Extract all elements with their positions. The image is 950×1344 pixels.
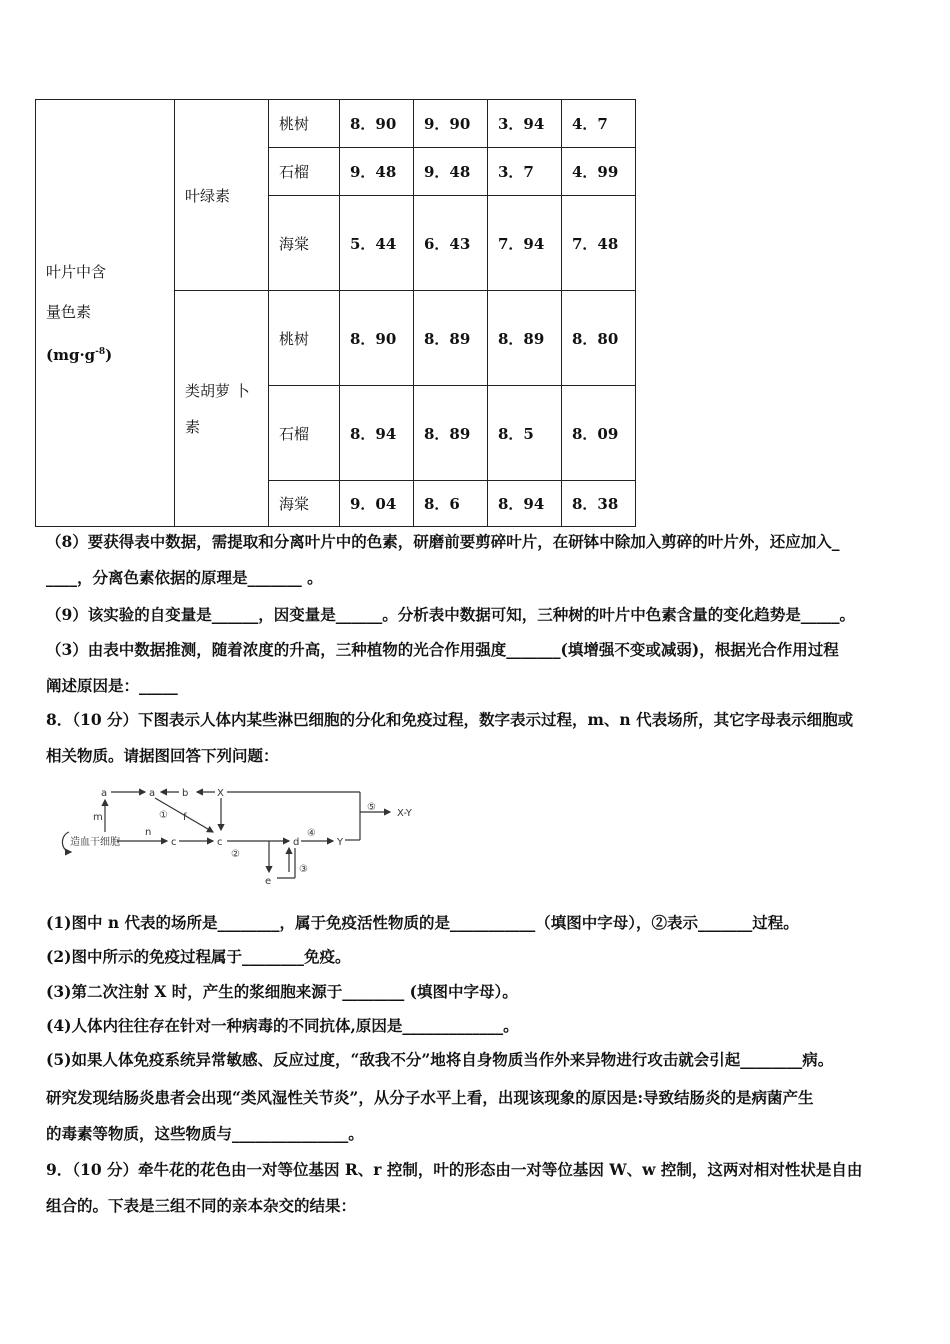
value-cell: 4．99 (562, 148, 636, 196)
row-header-cell (36, 100, 175, 527)
value-cell: 9．48 (340, 148, 414, 196)
plant-cell: 海棠 (269, 481, 340, 527)
diagram-label-d: d (293, 837, 300, 848)
question-3-line2: 阐述原因是：_____ (46, 676, 178, 695)
row-header-line3: $(mg\cdot g^{-8})$ (46, 345, 113, 364)
value-cell: 8．89 (414, 386, 488, 481)
plant-cell: 桃树 (269, 291, 340, 386)
diagram-label-m: m (93, 812, 103, 823)
diagram-label-f: f (183, 812, 187, 823)
row-header-line2: 量色素 (46, 302, 92, 321)
group-carotenoid (175, 291, 269, 527)
group-carotenoid-line2: 素 (185, 417, 201, 436)
question-8a-line1: （8）要获得表中数据，需提取和分离叶片中的色素，研磨前要剪碎叶片，在研钵中除加入剪碎的叶片外，还应加入_ (46, 532, 840, 551)
diagram-label-2: ② (231, 849, 240, 860)
value-cell: 8．38 (562, 481, 636, 527)
question-8a-line2: ____，分离色素依据的原理是_______ 。 (46, 568, 323, 587)
diagram-label-x: X (217, 788, 224, 799)
group-chlorophyll: 叶绿素 (175, 100, 269, 291)
sub-question-5c: 的毒素等物质，这些物质与_______________。 (46, 1124, 364, 1143)
group-carotenoid-line1: 类胡萝 卜 (185, 381, 250, 400)
sub-question-4: (4)人体内往往存在针对一种病毒的不同抗体,原因是_____________。 (46, 1016, 519, 1035)
value-cell: 8．94 (340, 386, 414, 481)
diagram-label-c1: c (171, 837, 177, 848)
value-cell: 8．90 (340, 100, 414, 148)
value-cell: 7．48 (562, 196, 636, 291)
diagram-label-c2: c (217, 837, 223, 848)
question-3-line1: （3）由表中数据推测，随着浓度的升高，三种植物的光合作用强度_______(填增强不变或减弱)，根据光合作用过程 (46, 640, 839, 659)
value-cell: 9．90 (414, 100, 488, 148)
immune-process-diagram (55, 780, 435, 890)
value-cell: 5．44 (340, 196, 414, 291)
question-8-line2: 相关物质。请据图回答下列问题： (46, 746, 279, 765)
value-cell: 6．43 (414, 196, 488, 291)
diagram-stem-cell: 造血干细胞 (70, 837, 120, 848)
value-cell: 4．7 (562, 100, 636, 148)
sub-question-5a: (5)如果人体免疫系统异常敏感、反应过度，“敌我不分”地将自身物质当作外来异物进行攻击就会引起________病。 (46, 1050, 834, 1069)
question-9b-line2: 组合的。下表是三组不同的亲本杂交的结果： (46, 1196, 357, 1215)
sub-question-5b: 研究发现结肠炎患者会出现“类风湿性关节炎”，从分子水平上看，出现该现象的原因是:导致结肠炎的是病菌产生 (46, 1088, 814, 1107)
value-cell: 8．90 (340, 291, 414, 386)
sub-question-1: (1)图中 n 代表的场所是________，属于免疫活性物质的是___________（填图中字母），②表示_______过程。 (46, 913, 799, 932)
value-cell: 8．5 (488, 386, 562, 481)
diagram-label-y: Y (337, 837, 344, 848)
diagram-label-b: b (182, 788, 189, 799)
pigment-table (35, 99, 636, 527)
value-cell: 7．94 (488, 196, 562, 291)
diagram-label-xy: X-Y (397, 808, 412, 819)
diagram-label-a2: a (149, 788, 156, 799)
value-cell: 9．48 (414, 148, 488, 196)
diagram-label-4: ④ (307, 828, 316, 839)
value-cell: 3．7 (488, 148, 562, 196)
diagram-label-n: n (145, 827, 152, 838)
value-cell: 9．04 (340, 481, 414, 527)
diagram-label-e: e (265, 876, 272, 887)
value-cell: 8．94 (488, 481, 562, 527)
diagram-label-3: ③ (299, 864, 308, 875)
sub-question-3: (3)第二次注射 X 时，产生的浆细胞来源于________ (填图中字母）。 (46, 982, 518, 1001)
plant-cell: 海棠 (269, 196, 340, 291)
sub-question-2: (2)图中所示的免疫过程属于________免疫。 (46, 947, 351, 966)
value-cell: 8．6 (414, 481, 488, 527)
question-9b-line1: 9．（10 分）牵牛花的花色由一对等位基因 R、r 控制，叶的形态由一对等位基因 W、w 控制，这两对相对性状是自由 (46, 1160, 863, 1179)
value-cell: 3．94 (488, 100, 562, 148)
question-9-line1: （9）该实验的自变量是______，因变量是______。分析表中数据可知，三种树的叶片中色素含量的变化趋势是_____。 (46, 605, 856, 624)
diagram-label-a1: a (101, 788, 108, 799)
value-cell: 8．89 (488, 291, 562, 386)
value-cell: 8．80 (562, 291, 636, 386)
value-cell: 8．89 (414, 291, 488, 386)
diagram-label-1: ① (159, 810, 168, 821)
question-8-line1: 8．（10 分）下图表示人体内某些淋巴细胞的分化和免疫过程，数字表示过程，m、n 代表场所，其它字母表示细胞或 (46, 710, 854, 729)
plant-cell: 石榴 (269, 386, 340, 481)
plant-cell: 石榴 (269, 148, 340, 196)
row-header-line1: 叶片中含 (46, 262, 107, 281)
value-cell: 8．09 (562, 386, 636, 481)
plant-cell: 桃树 (269, 100, 340, 148)
diagram-label-5: ⑤ (367, 802, 376, 813)
